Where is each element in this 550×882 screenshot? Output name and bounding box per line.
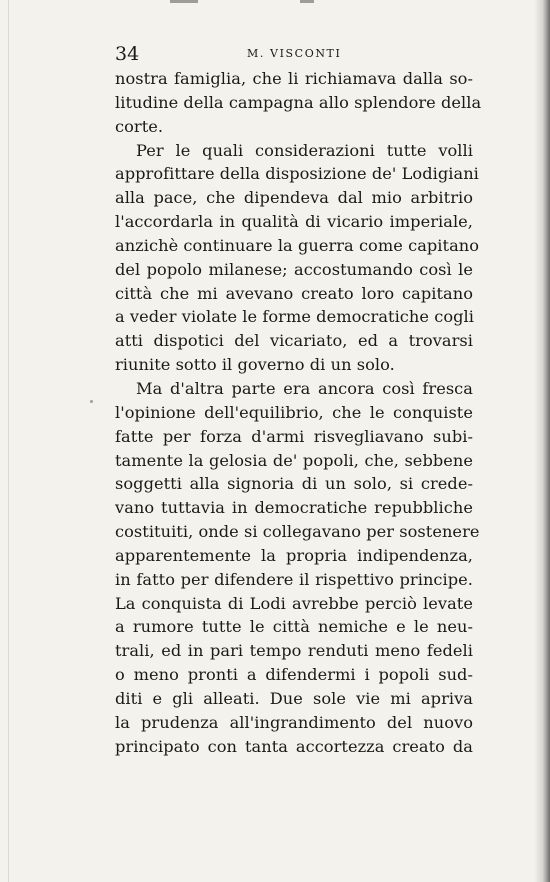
- text-line: vano tuttavia in democratiche repubbliche: [115, 498, 473, 518]
- text-line: riunite sotto il governo di un solo.: [115, 355, 395, 375]
- text-line: l'accordarla in qualità di vicario imperiale,: [115, 212, 473, 232]
- page-number: 34: [115, 43, 140, 65]
- text-line: alla pace, che dipendeva dal mio arbitrio: [115, 188, 473, 208]
- top-edge-mark: [300, 0, 314, 3]
- text-line: costituiti, onde si collegavano per sostenere: [115, 522, 480, 542]
- text-line: Ma d'altra parte era ancora così fresca: [136, 378, 473, 398]
- text-line: diti e gli alleati. Due sole vie mi apriva: [115, 688, 473, 708]
- spine-shadow: [534, 0, 550, 882]
- text-line: l'opinione dell'equilibrio, che le conquiste: [115, 402, 473, 422]
- text-line: La conquista di Lodi avrebbe perciò levate: [115, 593, 473, 613]
- text-line: a rumore tutte le città nemiche e le neu-: [115, 617, 473, 637]
- running-head: M. VISCONTI: [247, 47, 342, 60]
- text-line: corte.: [115, 116, 164, 136]
- text-line: o meno pronti a difendermi i popoli sud-: [115, 665, 473, 685]
- text-line: atti dispotici del vicariato, ed a trovarsi: [115, 331, 473, 351]
- text-line: trali, ed in pari tempo renduti meno fedeli: [115, 641, 473, 661]
- text-line: a veder violate le forme democratiche cogli: [115, 307, 474, 327]
- paper-speck: [90, 400, 93, 403]
- text-line: approfittare della disposizione de' Lodigiani: [115, 164, 479, 184]
- page-header: [115, 43, 475, 65]
- text-line: in fatto per difendere il rispettivo principe.: [115, 569, 473, 589]
- text-line: soggetti alla signoria di un solo, si crede-: [115, 474, 473, 494]
- text-line: apparentemente la propria indipendenza,: [115, 545, 473, 565]
- body-text: [115, 67, 482, 758]
- text-line: la prudenza all'ingrandimento del nuovo: [115, 712, 473, 732]
- top-edge-mark: [170, 0, 198, 3]
- text-line: del popolo milanese; accostumando così le: [115, 259, 473, 279]
- text-line: principato con tanta accortezza creato da: [115, 736, 473, 756]
- text-line: nostra famiglia, che li richiamava dalla so-: [115, 69, 473, 88]
- text-line: fatte per forza d'armi risvegliavano subi-: [115, 426, 473, 446]
- page-edge-line: [8, 0, 9, 882]
- text-line: anzichè continuare la guerra come capitano: [115, 235, 480, 255]
- text-line: Per le quali considerazioni tutte volli: [136, 140, 473, 160]
- text-line: tamente la gelosia de' popoli, che, sebbene: [115, 450, 473, 470]
- text-line: litudine della campagna allo splendore della: [115, 92, 482, 112]
- text-line: città che mi avevano creato loro capitano: [115, 283, 473, 303]
